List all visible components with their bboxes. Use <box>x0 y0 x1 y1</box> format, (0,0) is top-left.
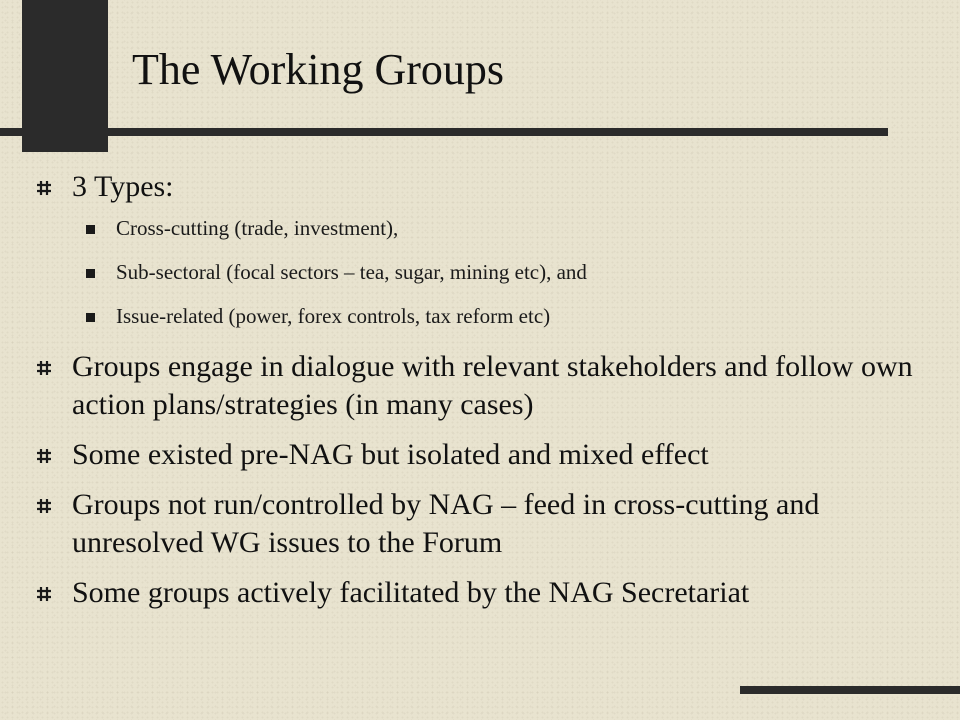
decorative-bottom-right-bar <box>740 686 960 694</box>
bullet-item <box>36 348 926 424</box>
square-bullet-icon <box>86 225 95 234</box>
hash-bullet-icon <box>36 586 52 602</box>
bullet-list <box>36 168 926 624</box>
sub-bullet-text: Issue-related (power, forex controls, tax reform etc) <box>116 304 551 328</box>
bullet-item <box>36 574 926 612</box>
decorative-horizontal-rule <box>0 128 888 136</box>
sub-bullet-text: Cross-cutting (trade, investment), <box>116 216 399 240</box>
sub-bullet-item <box>36 216 926 240</box>
hash-bullet-icon <box>36 360 52 376</box>
bullet-item <box>36 436 926 474</box>
square-bullet-icon <box>86 269 95 278</box>
bullet-text: Some existed pre-NAG but isolated and mixed effect <box>72 438 709 471</box>
bullet-item <box>36 168 926 206</box>
square-bullet-icon <box>86 313 95 322</box>
bullet-text: Groups engage in dialogue with relevant stakeholders and follow own action plans/strategies (in many cases) <box>72 350 913 421</box>
bullet-text: Groups not run/controlled by NAG – feed in cross-cutting and unresolved WG issues to the Forum <box>72 488 820 559</box>
hash-bullet-icon <box>36 180 52 196</box>
bullet-text: Some groups actively facilitated by the NAG Secretariat <box>72 576 750 609</box>
sub-bullet-text: Sub-sectoral (focal sectors – tea, sugar, mining etc), and <box>116 260 587 284</box>
sub-bullet-item <box>36 304 926 328</box>
sub-bullet-item <box>36 260 926 284</box>
hash-bullet-icon <box>36 498 52 514</box>
hash-bullet-icon <box>36 448 52 464</box>
bullet-item <box>36 486 926 562</box>
bullet-text: 3 Types: <box>72 170 174 203</box>
slide-title: The Working Groups <box>132 45 505 94</box>
sub-bullet-list <box>36 216 926 328</box>
